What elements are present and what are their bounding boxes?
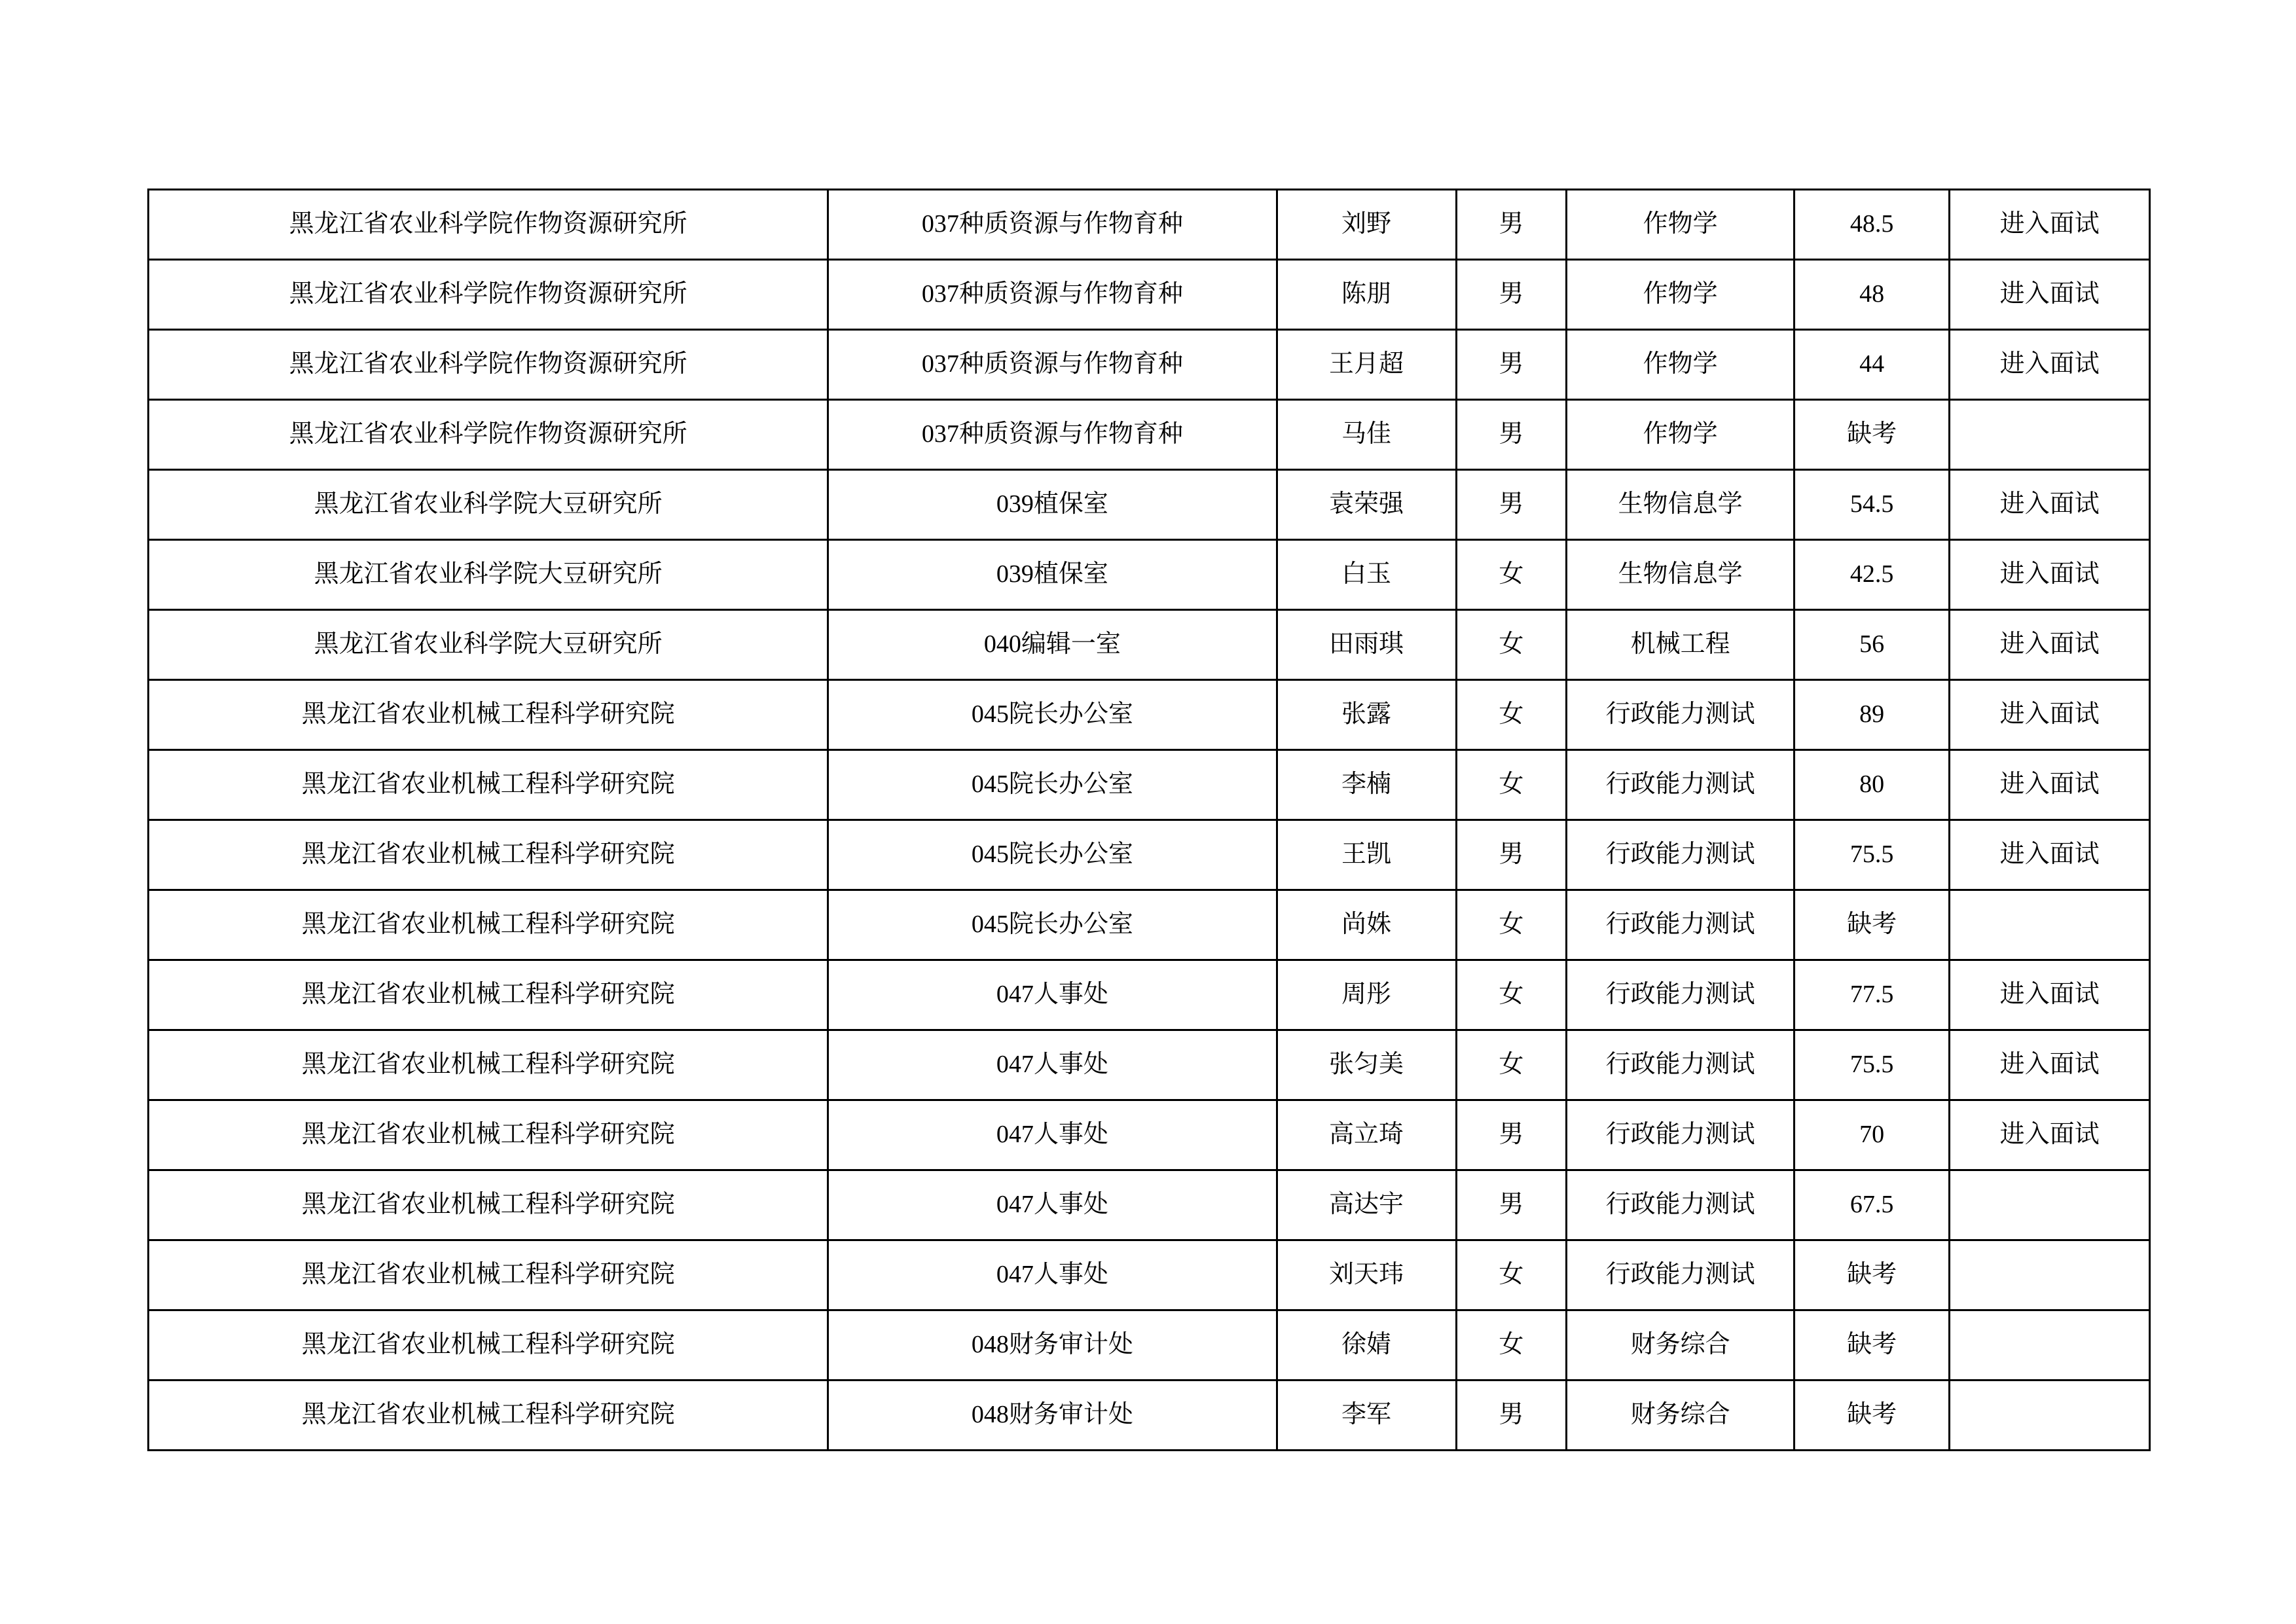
- cell-score: 75.5: [1795, 820, 1950, 890]
- cell-name: 李军: [1277, 1380, 1456, 1451]
- table-row: [149, 960, 2150, 1030]
- cell-result: 进入面试: [1950, 190, 2150, 260]
- cell-unit: 黑龙江省农业机械工程科学研究院: [149, 1380, 828, 1451]
- cell-subject: 作物学: [1567, 330, 1795, 400]
- cell-unit: 黑龙江省农业科学院作物资源研究所: [149, 400, 828, 470]
- cell-subject: 行政能力测试: [1567, 680, 1795, 750]
- cell-score: 缺考: [1795, 1310, 1950, 1380]
- cell-result: [1950, 1240, 2150, 1310]
- cell-subject: 行政能力测试: [1567, 1240, 1795, 1310]
- cell-position: 045院长办公室: [828, 680, 1277, 750]
- cell-score: 48: [1795, 260, 1950, 330]
- table-row: [149, 540, 2150, 610]
- cell-name: 张露: [1277, 680, 1456, 750]
- cell-name: 刘野: [1277, 190, 1456, 260]
- cell-name: 徐婧: [1277, 1310, 1456, 1380]
- cell-unit: 黑龙江省农业机械工程科学研究院: [149, 1310, 828, 1380]
- table-row: [149, 190, 2150, 260]
- cell-gender: 男: [1456, 330, 1567, 400]
- cell-gender: 男: [1456, 820, 1567, 890]
- table-row: [149, 1380, 2150, 1451]
- cell-gender: 女: [1456, 890, 1567, 960]
- cell-position: 040编辑一室: [828, 610, 1277, 680]
- cell-score: 75.5: [1795, 1030, 1950, 1100]
- table-row: [149, 260, 2150, 330]
- cell-score: 77.5: [1795, 960, 1950, 1030]
- cell-subject: 机械工程: [1567, 610, 1795, 680]
- cell-name: 田雨琪: [1277, 610, 1456, 680]
- cell-result: 进入面试: [1950, 1100, 2150, 1170]
- cell-unit: 黑龙江省农业科学院大豆研究所: [149, 540, 828, 610]
- cell-gender: 女: [1456, 610, 1567, 680]
- table-row: [149, 610, 2150, 680]
- table-row: [149, 1170, 2150, 1240]
- cell-subject: 作物学: [1567, 400, 1795, 470]
- cell-position: 047人事处: [828, 1030, 1277, 1100]
- cell-position: 039植保室: [828, 470, 1277, 540]
- cell-gender: 男: [1456, 190, 1567, 260]
- cell-gender: 女: [1456, 1240, 1567, 1310]
- cell-result: 进入面试: [1950, 610, 2150, 680]
- cell-unit: 黑龙江省农业机械工程科学研究院: [149, 1240, 828, 1310]
- cell-unit: 黑龙江省农业科学院作物资源研究所: [149, 260, 828, 330]
- cell-score: 89: [1795, 680, 1950, 750]
- cell-gender: 女: [1456, 750, 1567, 820]
- cell-score: 70: [1795, 1100, 1950, 1170]
- cell-unit: 黑龙江省农业机械工程科学研究院: [149, 1170, 828, 1240]
- roster-table-container: [147, 189, 2151, 1451]
- table-row: [149, 1100, 2150, 1170]
- cell-unit: 黑龙江省农业机械工程科学研究院: [149, 820, 828, 890]
- cell-unit: 黑龙江省农业机械工程科学研究院: [149, 750, 828, 820]
- cell-gender: 男: [1456, 400, 1567, 470]
- cell-result: [1950, 890, 2150, 960]
- cell-result: [1950, 1380, 2150, 1451]
- cell-score: 缺考: [1795, 400, 1950, 470]
- cell-unit: 黑龙江省农业科学院作物资源研究所: [149, 190, 828, 260]
- cell-gender: 女: [1456, 1310, 1567, 1380]
- cell-unit: 黑龙江省农业机械工程科学研究院: [149, 1100, 828, 1170]
- cell-position: 045院长办公室: [828, 750, 1277, 820]
- cell-subject: 行政能力测试: [1567, 750, 1795, 820]
- table-row: [149, 1310, 2150, 1380]
- cell-score: 80: [1795, 750, 1950, 820]
- table-row: [149, 680, 2150, 750]
- cell-result: 进入面试: [1950, 330, 2150, 400]
- cell-position: 037种质资源与作物育种: [828, 400, 1277, 470]
- cell-position: 045院长办公室: [828, 890, 1277, 960]
- cell-subject: 行政能力测试: [1567, 890, 1795, 960]
- cell-result: [1950, 1310, 2150, 1380]
- cell-gender: 男: [1456, 260, 1567, 330]
- cell-subject: 财务综合: [1567, 1310, 1795, 1380]
- cell-position: 048财务审计处: [828, 1310, 1277, 1380]
- cell-result: 进入面试: [1950, 260, 2150, 330]
- cell-score: 42.5: [1795, 540, 1950, 610]
- cell-name: 王凯: [1277, 820, 1456, 890]
- cell-subject: 生物信息学: [1567, 540, 1795, 610]
- cell-gender: 男: [1456, 470, 1567, 540]
- cell-score: 44: [1795, 330, 1950, 400]
- cell-name: 高立琦: [1277, 1100, 1456, 1170]
- cell-score: 56: [1795, 610, 1950, 680]
- cell-unit: 黑龙江省农业科学院作物资源研究所: [149, 330, 828, 400]
- cell-gender: 女: [1456, 960, 1567, 1030]
- cell-score: 缺考: [1795, 890, 1950, 960]
- cell-result: 进入面试: [1950, 960, 2150, 1030]
- cell-subject: 作物学: [1567, 190, 1795, 260]
- table-row: [149, 1030, 2150, 1100]
- cell-name: 尚姝: [1277, 890, 1456, 960]
- cell-name: 周彤: [1277, 960, 1456, 1030]
- cell-subject: 行政能力测试: [1567, 1030, 1795, 1100]
- table-row: [149, 400, 2150, 470]
- cell-result: 进入面试: [1950, 750, 2150, 820]
- cell-subject: 行政能力测试: [1567, 1170, 1795, 1240]
- cell-position: 047人事处: [828, 1170, 1277, 1240]
- cell-subject: 行政能力测试: [1567, 960, 1795, 1030]
- cell-unit: 黑龙江省农业机械工程科学研究院: [149, 960, 828, 1030]
- cell-subject: 财务综合: [1567, 1380, 1795, 1451]
- cell-result: 进入面试: [1950, 540, 2150, 610]
- cell-name: 陈朋: [1277, 260, 1456, 330]
- cell-gender: 男: [1456, 1100, 1567, 1170]
- cell-position: 047人事处: [828, 1100, 1277, 1170]
- cell-position: 037种质资源与作物育种: [828, 190, 1277, 260]
- cell-position: 047人事处: [828, 1240, 1277, 1310]
- table-row: [149, 750, 2150, 820]
- cell-unit: 黑龙江省农业科学院大豆研究所: [149, 470, 828, 540]
- cell-unit: 黑龙江省农业机械工程科学研究院: [149, 1030, 828, 1100]
- cell-unit: 黑龙江省农业机械工程科学研究院: [149, 890, 828, 960]
- cell-gender: 男: [1456, 1380, 1567, 1451]
- cell-position: 048财务审计处: [828, 1380, 1277, 1451]
- table-row: [149, 890, 2150, 960]
- cell-name: 马佳: [1277, 400, 1456, 470]
- cell-name: 王月超: [1277, 330, 1456, 400]
- cell-result: [1950, 400, 2150, 470]
- cell-score: 67.5: [1795, 1170, 1950, 1240]
- cell-position: 047人事处: [828, 960, 1277, 1030]
- cell-gender: 女: [1456, 540, 1567, 610]
- cell-name: 张匀美: [1277, 1030, 1456, 1100]
- cell-name: 白玉: [1277, 540, 1456, 610]
- cell-score: 缺考: [1795, 1240, 1950, 1310]
- table-row: [149, 470, 2150, 540]
- cell-unit: 黑龙江省农业科学院大豆研究所: [149, 610, 828, 680]
- cell-score: 48.5: [1795, 190, 1950, 260]
- cell-gender: 女: [1456, 1030, 1567, 1100]
- cell-subject: 作物学: [1567, 260, 1795, 330]
- cell-score: 缺考: [1795, 1380, 1950, 1451]
- cell-position: 039植保室: [828, 540, 1277, 610]
- cell-name: 李楠: [1277, 750, 1456, 820]
- cell-result: 进入面试: [1950, 680, 2150, 750]
- cell-subject: 行政能力测试: [1567, 1100, 1795, 1170]
- cell-unit: 黑龙江省农业机械工程科学研究院: [149, 680, 828, 750]
- cell-name: 高达宇: [1277, 1170, 1456, 1240]
- table-row: [149, 1240, 2150, 1310]
- cell-result: [1950, 1170, 2150, 1240]
- cell-gender: 女: [1456, 680, 1567, 750]
- cell-result: 进入面试: [1950, 470, 2150, 540]
- cell-position: 037种质资源与作物育种: [828, 330, 1277, 400]
- cell-score: 54.5: [1795, 470, 1950, 540]
- cell-position: 037种质资源与作物育种: [828, 260, 1277, 330]
- cell-name: 袁荣强: [1277, 470, 1456, 540]
- cell-position: 045院长办公室: [828, 820, 1277, 890]
- table-row: [149, 330, 2150, 400]
- cell-result: 进入面试: [1950, 1030, 2150, 1100]
- cell-result: 进入面试: [1950, 820, 2150, 890]
- cell-gender: 男: [1456, 1170, 1567, 1240]
- table-row: [149, 820, 2150, 890]
- cell-name: 刘天玮: [1277, 1240, 1456, 1310]
- cell-subject: 行政能力测试: [1567, 820, 1795, 890]
- cell-subject: 生物信息学: [1567, 470, 1795, 540]
- roster-table-body: [149, 190, 2150, 1451]
- roster-table: [147, 189, 2151, 1451]
